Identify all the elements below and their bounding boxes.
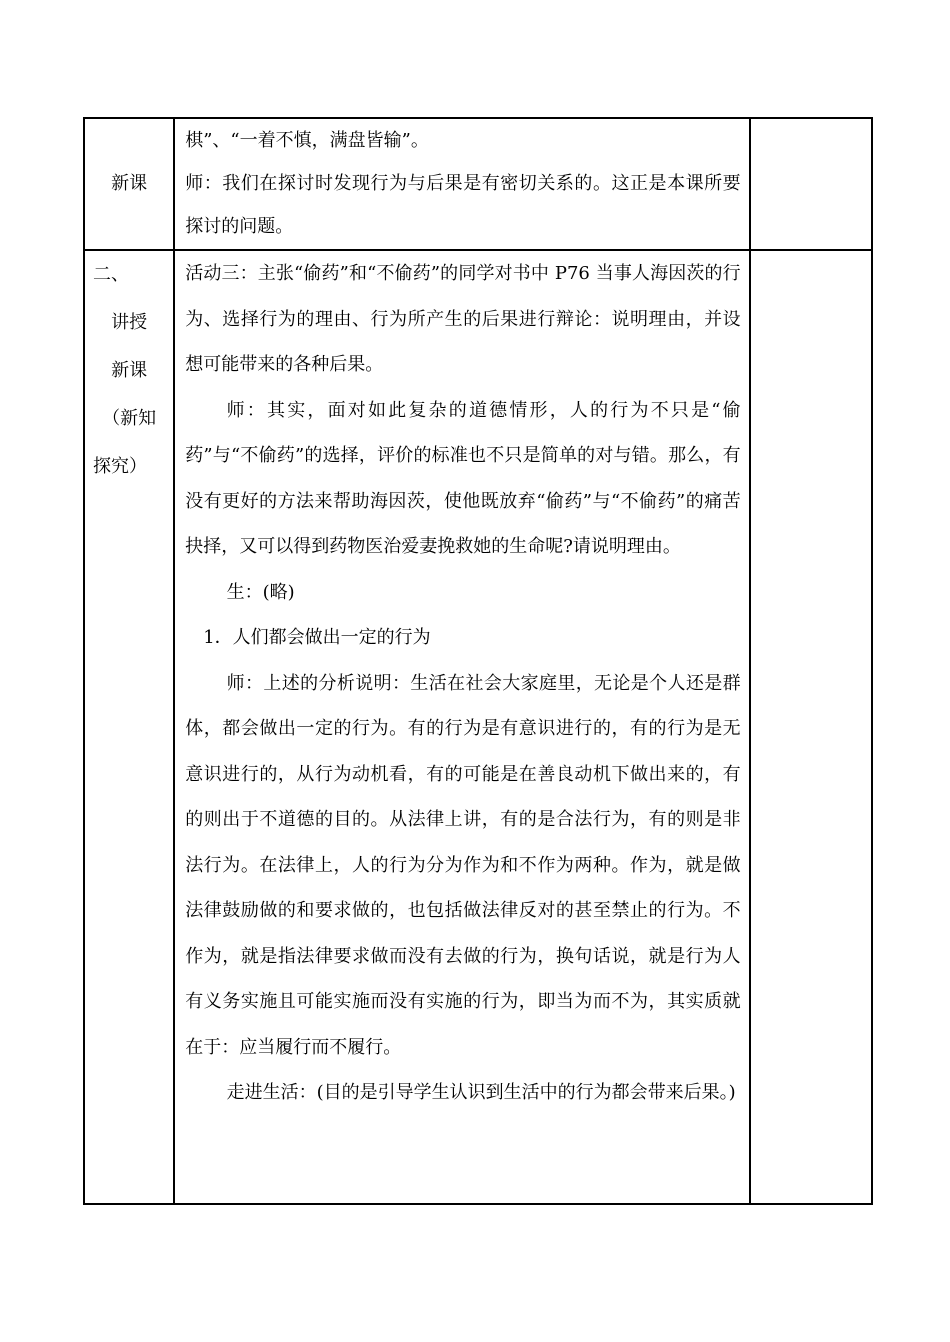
- stage-cell: [84, 250, 174, 1204]
- content-heading: 1．人们都会做出一定的行为: [203, 627, 431, 648]
- lesson-plan-table: [83, 117, 873, 1205]
- content-paragraph: 师：其实，面对如此复杂的道德情形，人的行为不只是“偷药”与“不偷药”的选择，评价的标准也不只是简单的对与错。那么，有没有更好的方法来帮助海因茨，使他既放弃“偷药”与“不偷药”的痛苦抉择，又可以得到药物医治爱妻挽救她的生命呢?请说明理由。: [185, 399, 741, 557]
- content-paragraph: 师：我们在探讨时发现行为与后果是有密切关系的。这正是本课所要探讨的问题。: [185, 173, 741, 237]
- stage-label: 新课: [111, 173, 148, 194]
- stage-line: 新课: [111, 360, 148, 381]
- content-paragraph: 生：(略): [226, 581, 295, 603]
- content-cell: [174, 250, 749, 1204]
- stage-line: （新知: [102, 408, 157, 429]
- notes-cell: [750, 118, 872, 250]
- stage-line: 探究）: [93, 456, 147, 477]
- table-row: [84, 250, 872, 1204]
- content-paragraph: 活动三：主张“偷药”和“不偷药”的同学对书中 P76 当事人海因茨的行为、选择行为的理由、行为所产生的后果进行辩论：说明理由，并设想可能带来的各种后果。: [185, 263, 741, 375]
- table-row: [84, 118, 872, 250]
- content-paragraph: 师：上述的分析说明：生活在社会大家庭里，无论是个人还是群体，都会做出一定的行为。有的行为是有意识进行的，有的行为是无意识进行的，从行为动机看，有的可能是在善良动机下做出来的，有的则出于不道德的目的。从法律上讲，有的是合法行为，有的则是非法行为。在法律上，人的行为分为作为和不作为两种。作为，就是做法律鼓励做的和要求做的，也包括做法律反对的甚至禁止的行为。不作为，就是指法律要求做而没有去做的行为，换句话说，就是行为人有义务实施且可能实施而没有实施的行为，即当为而不为，其实质就在于：应当履行而不履行。: [185, 672, 741, 1058]
- stage-cell: [84, 118, 174, 250]
- content-cell: [174, 118, 749, 250]
- content-paragraph: 走进生活：(目的是引导学生认识到生活中的行为都会带来后果。): [226, 1082, 736, 1103]
- stage-line: 二、: [93, 264, 129, 285]
- stage-line: 讲授: [111, 312, 148, 333]
- content-paragraph: 棋”、“一着不慎，满盘皆输”。: [185, 130, 429, 151]
- notes-cell: [750, 250, 872, 1204]
